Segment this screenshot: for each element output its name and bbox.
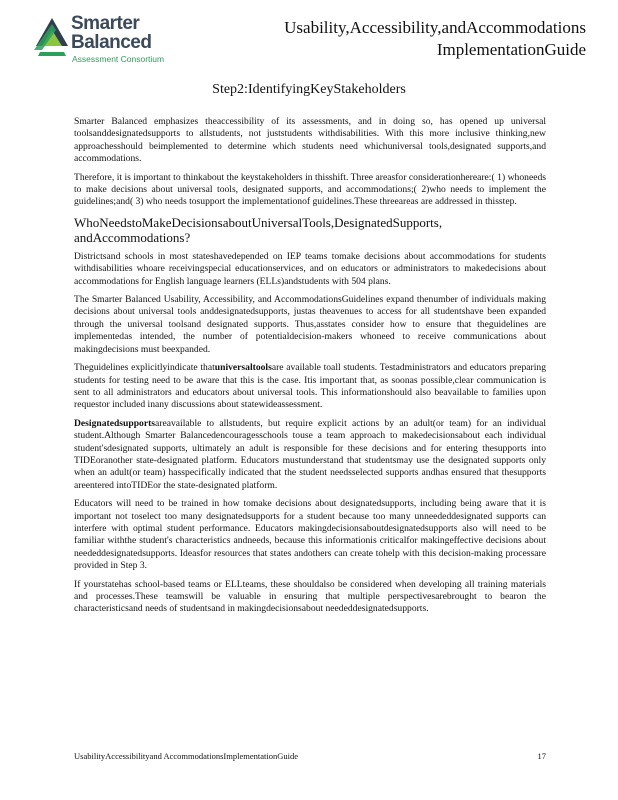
logo-text-consortium: Assessment Consortium: [72, 54, 165, 64]
body-paragraph-3: [74, 362, 546, 412]
intro-paragraph-2: Therefore, it is important to thinkabout the keystakeholders in thisshift. Three areasfor considerationhereare:( 1) whoneeds to make decisions about universal tools, designated supports, and accommodations;( 2)who needs to implement the guidelines;and( 3) who needs tosupport the implementationof guidelines.These threeareas are addressed in thisstep.: [74, 171, 546, 208]
section-heading: WhoNeedstoMakeDecisionsaboutUniversalTools,DesignatedSupports, andAccommodations?: [74, 214, 443, 245]
body-paragraph-6: If yourstatehas school-based teams or ELLteams, these shouldalso be considered when developing all training materials and processes.These teamswill be valuable in ensuring that multiple perspectivesarebrought to bearon the characteristicsand needs of studentsand in makingdecisionsabout neededdesignatedsupports.: [74, 578, 546, 615]
universal-tools-term: universaltools: [214, 362, 272, 374]
sbac-mountain-logo-icon: [34, 16, 70, 60]
logo-text-smarter: Smarter: [71, 13, 140, 34]
document-title: [284, 17, 586, 61]
designated-supports-term: Designatedsupports: [74, 417, 156, 429]
page-footer: [74, 751, 546, 761]
document-title-line1: Usability,Accessibility,andAccommodations: [284, 18, 586, 37]
intro-paragraph-1: Smarter Balanced emphasizes theaccessibility of its assessments, and in doing so, has opened up universal toolsanddesignatedsupports to allstudents, not juststudents withdisabilities. With this more inclusive thinking,new approachesshould beimplemented to determine which students need whichuniversal tools,designated supports,and accommodations.: [74, 116, 546, 165]
body-paragraph-4: [74, 418, 546, 492]
p3-rest: are available toall students. Testadministrators and educators preparing students for testing need to be aware that this is the case. Itis important that, as soonas possible,clear communication is sent to all administrators and educators about universal tools. This informationshould also beavailable to families upon requestor included inany discussions about statewideassessment.: [74, 362, 547, 411]
step-title: Step2:IdentifyingKeyStakeholders: [212, 82, 406, 97]
body-paragraph-1: Districtsand schools in most stateshavedepended on IEP teams tomake decisions about accommodations for students withdisabilities whoare receivingspecial educationservices, and on educators or administrators to makedecisions about accommodations for English language learners (ELLs)andstudents with 504 plans.: [74, 250, 546, 287]
logo-text-balanced: Balanced: [71, 32, 152, 53]
logo: [34, 14, 184, 66]
body-paragraph-2: The Smarter Balanced Usability, Accessibility, and AccommodationsGuidelines expand thenumber of individuals making decisions about universal tools anddesignatedsupports, justas theavenues to access for all studentshave been expanded through the universal toolsand designated supports. Thus,asstates consider how to ensure that theguidelines are implementedas intended, the number of potentialdecision-makers whoneed to receive communications about makingdecisions must beexpanded.: [74, 294, 546, 355]
p4-rest: areavailable to allstudents, but require explicit actions by an adult(or team) for an individual student.Although Smarter Balancedencouragesschools touse a team approach to makedecisionsabout each individual student'sdesignated supports, ultimately an adult is responsible for these decisions and for entering thesupports into TIDEoranother state-designated platform. Educators mustunderstand that studentsmay use the designated supports only when an adult(or team) hasspecifically indicated that the student needsselected supports andhas ensured that thesupports areentered intoTIDEor the state-designated platform.: [74, 417, 546, 491]
body-paragraph-5: Educators will need to be trained in how tomake decisions about designatedsupports, including being aware that it is important not toselect too many designatedsupports for a student because too many unneededdesignated supports can interfere with optimal student performance. Educators makingdecisionsaboutdesignatedsupports also will need to be familiar withthe student's characteristics andneeds, because this informationis criticalfor makingeffective decisions about neededdesignatedsupports. Ideasfor resources that states andothers can create tohelp with this decision-making processare provided in Step 3.: [74, 498, 546, 572]
document-title-line2: ImplementationGuide: [436, 40, 586, 59]
main-content: [74, 116, 546, 622]
page-number: 17: [537, 751, 546, 761]
footer-label: UsabilityAccessibilityand AccommodationsImplementationGuide: [74, 751, 299, 761]
p3-start: Theguidelines explicitlyindicate that: [74, 362, 215, 374]
